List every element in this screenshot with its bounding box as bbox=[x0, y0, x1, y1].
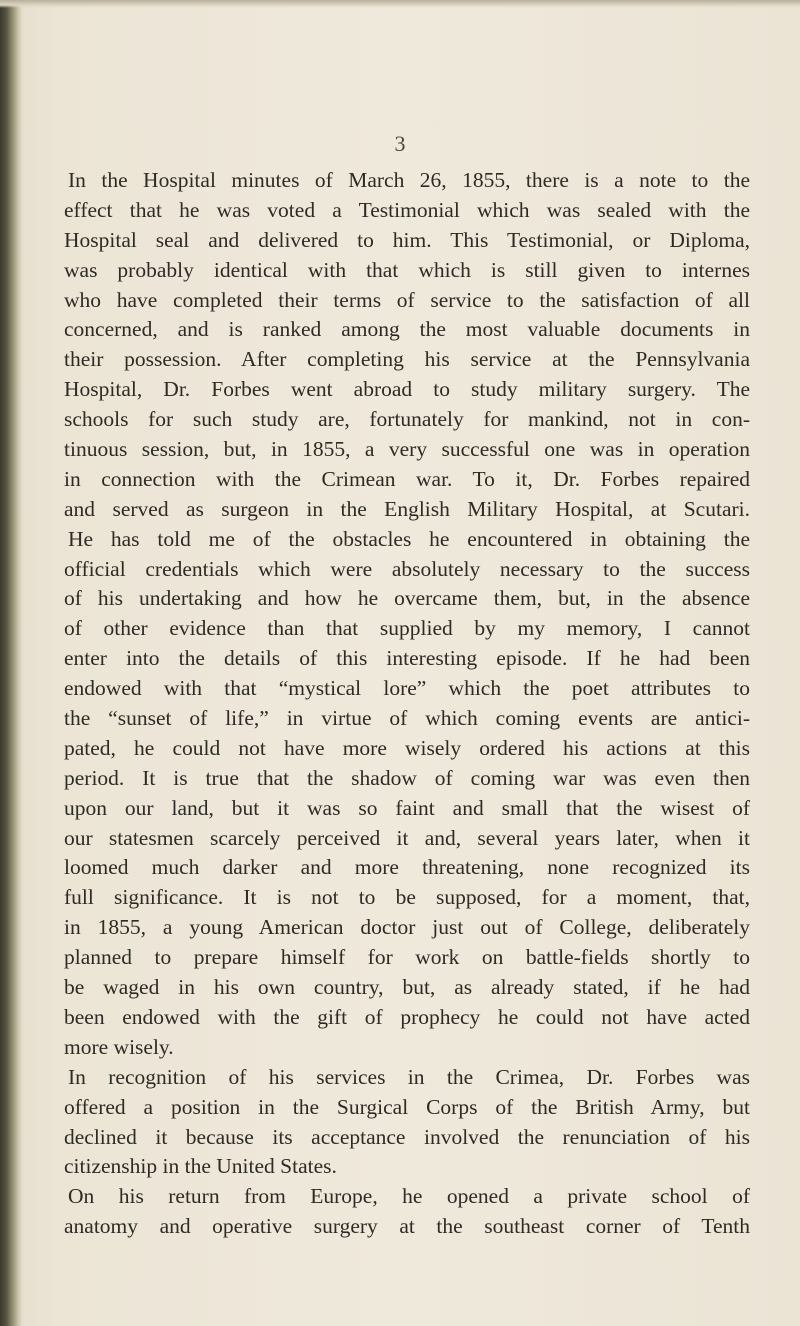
body-text bbox=[64, 166, 750, 1242]
text-line: In recognition of his services in the Crimea, Dr. Forbes was bbox=[68, 1064, 750, 1089]
text-line: effect that he was voted a Testimonial which was sealed with the bbox=[64, 197, 750, 222]
text-line: their possession. After completing his service at the Pennsylvania bbox=[64, 347, 750, 372]
text-line: in 1855, a young American doctor just out of College, deliberately bbox=[64, 915, 750, 940]
text-line: be waged in his own country, but, as already stated, if he had bbox=[64, 975, 750, 1000]
page-number: 3 bbox=[394, 131, 406, 156]
text-line: enter into the details of this interesting episode. If he had been bbox=[64, 646, 750, 671]
text-line: pated, he could not have more wisely ordered his actions at this bbox=[64, 735, 750, 760]
text-line: loomed much darker and more threatening, none recognized its bbox=[64, 855, 750, 880]
text-line: in connection with the Crimean war. To it, Dr. Forbes repaired bbox=[64, 466, 750, 491]
text-line: upon our land, but it was so faint and small that the wisest of bbox=[64, 795, 750, 820]
text-line: official credentials which were absolutely necessary to the success bbox=[64, 556, 750, 581]
text-line: our statesmen scarcely perceived it and, several years later, when it bbox=[64, 825, 750, 850]
text-line: On his return from Europe, he opened a private school of bbox=[68, 1184, 750, 1209]
text-line: declined it because its acceptance involved the renunciation of his bbox=[64, 1124, 750, 1149]
text-line: was probably identical with that which is still given to internes bbox=[64, 257, 750, 282]
text-line: full significance. It is not to be supposed, for a moment, that, bbox=[64, 885, 750, 910]
text-line: offered a position in the Surgical Corps of the British Army, but bbox=[64, 1094, 750, 1119]
text-line: concerned, and is ranked among the most valuable documents in bbox=[64, 317, 750, 342]
text-line: of other evidence than that supplied by my memory, I cannot bbox=[64, 616, 750, 641]
text-line: and served as surgeon in the English Military Hospital, at Scutari. bbox=[64, 496, 750, 521]
text-line: anatomy and operative surgery at the southeast corner of Tenth bbox=[64, 1214, 750, 1239]
text-line: who have completed their terms of service to the satisfaction of all bbox=[64, 287, 750, 312]
text-line: period. It is true that the shadow of coming war was even then bbox=[64, 765, 750, 790]
text-line: been endowed with the gift of prophecy he could not have acted bbox=[64, 1004, 750, 1029]
text-line: tinuous session, but, in 1855, a very successful one was in operation bbox=[64, 437, 750, 462]
text-line: planned to prepare himself for work on battle-fields shortly to bbox=[64, 945, 750, 970]
page-binding-edge bbox=[0, 0, 22, 1326]
text-line: more wisely. bbox=[64, 1034, 174, 1059]
text-line: In the Hospital minutes of March 26, 1855, there is a note to the bbox=[68, 168, 750, 192]
page-top-edge bbox=[0, 0, 800, 8]
text-line: endowed with that “mystical lore” which the poet attributes to bbox=[64, 676, 750, 701]
text-line: schools for such study are, fortunately for mankind, not in con- bbox=[64, 407, 750, 432]
text-line: of his undertaking and how he overcame them, but, in the absence bbox=[64, 586, 750, 611]
text-line: Hospital seal and delivered to him. This Testimonial, or Diploma, bbox=[64, 227, 750, 252]
text-line: citizenship in the United States. bbox=[64, 1154, 337, 1179]
text-line: He has told me of the obstacles he encountered in obtaining the bbox=[68, 526, 750, 551]
text-line: Hospital, Dr. Forbes went abroad to study military surgery. The bbox=[64, 377, 750, 402]
text-line: the “sunset of life,” in virtue of which coming events are antici- bbox=[64, 706, 750, 731]
